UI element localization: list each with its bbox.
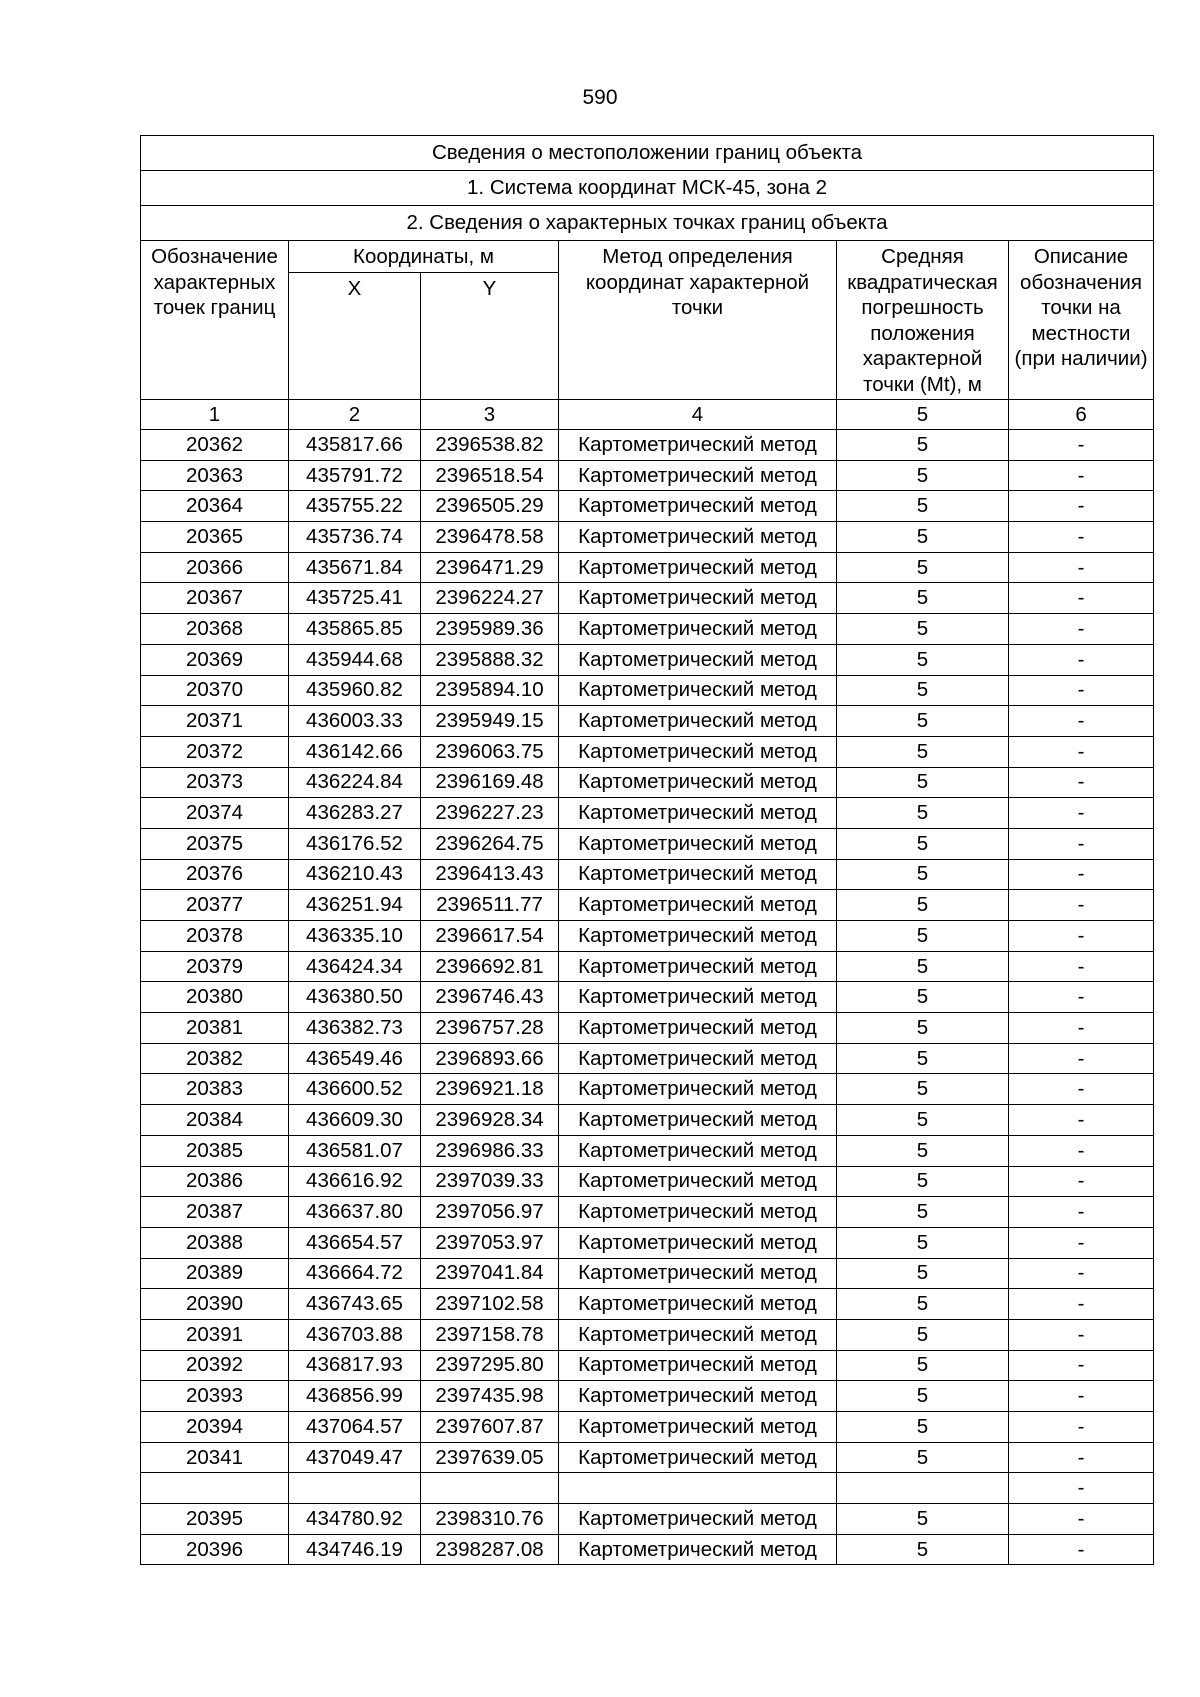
x-coordinate-cell: 435817.66 <box>289 430 421 461</box>
y-coordinate-cell: 2396893.66 <box>421 1043 559 1074</box>
y-coordinate-cell: 2396227.23 <box>421 798 559 829</box>
error-cell: 5 <box>837 951 1009 982</box>
x-coordinate-cell: 436817.93 <box>289 1350 421 1381</box>
error-cell: 5 <box>837 430 1009 461</box>
y-coordinate-cell: 2396063.75 <box>421 736 559 767</box>
method-cell: Картометрический метод <box>559 491 837 522</box>
method-cell: Картометрический метод <box>559 644 837 675</box>
error-cell: 5 <box>837 1289 1009 1320</box>
error-cell: 5 <box>837 1166 1009 1197</box>
point-id-cell: 20370 <box>141 675 289 706</box>
point-id-cell: 20372 <box>141 736 289 767</box>
y-coordinate-cell: 2395888.32 <box>421 644 559 675</box>
method-cell: Картометрический метод <box>559 767 837 798</box>
method-cell: Картометрический метод <box>559 859 837 890</box>
y-coordinate-cell: 2397158.78 <box>421 1319 559 1350</box>
y-coordinate-cell: 2396757.28 <box>421 1013 559 1044</box>
error-cell: 5 <box>837 1197 1009 1228</box>
error-cell: 5 <box>837 1074 1009 1105</box>
description-cell: - <box>1009 767 1154 798</box>
point-id-cell: 20388 <box>141 1227 289 1258</box>
header-error: Средняя квадратическая погрешность положения характерной точки (Mt), м <box>837 241 1009 400</box>
x-coordinate-cell: 435960.82 <box>289 675 421 706</box>
method-cell: Картометрический метод <box>559 1319 837 1350</box>
method-cell: Картометрический метод <box>559 1350 837 1381</box>
y-coordinate-cell: 2396505.29 <box>421 491 559 522</box>
y-coordinate-cell: 2396169.48 <box>421 767 559 798</box>
table-row <box>141 675 1154 706</box>
column-number: 5 <box>837 400 1009 430</box>
method-cell: Картометрический метод <box>559 706 837 737</box>
description-cell: - <box>1009 1504 1154 1535</box>
method-cell: Картометрический метод <box>559 1227 837 1258</box>
description-cell: - <box>1009 583 1154 614</box>
method-cell: Картометрический метод <box>559 1166 837 1197</box>
table-row <box>141 890 1154 921</box>
description-cell: - <box>1009 1166 1154 1197</box>
error-cell: 5 <box>837 1381 1009 1412</box>
point-id-cell: 20364 <box>141 491 289 522</box>
table-row <box>141 1043 1154 1074</box>
point-id-cell: 20386 <box>141 1166 289 1197</box>
table-row <box>141 706 1154 737</box>
method-cell: Картометрический метод <box>559 430 837 461</box>
point-id-cell: 20379 <box>141 951 289 982</box>
x-coordinate-cell: 436382.73 <box>289 1013 421 1044</box>
x-coordinate-cell: 436549.46 <box>289 1043 421 1074</box>
x-coordinate-cell: 436609.30 <box>289 1105 421 1136</box>
points-title: 2. Сведения о характерных точках границ объекта <box>141 206 1154 241</box>
x-coordinate-cell: 436380.50 <box>289 982 421 1013</box>
x-coordinate-cell: 436210.43 <box>289 859 421 890</box>
y-coordinate-cell: 2398287.08 <box>421 1534 559 1565</box>
table-row <box>141 1381 1154 1412</box>
x-coordinate-cell: 435725.41 <box>289 583 421 614</box>
table-row <box>141 921 1154 952</box>
description-cell: - <box>1009 706 1154 737</box>
y-coordinate-cell: 2396617.54 <box>421 921 559 952</box>
method-cell: Картометрический метод <box>559 1105 837 1136</box>
description-cell: - <box>1009 1013 1154 1044</box>
column-numbers-row <box>141 400 1154 430</box>
description-cell: - <box>1009 1319 1154 1350</box>
x-coordinate-cell: 435791.72 <box>289 460 421 491</box>
point-id-cell: 20387 <box>141 1197 289 1228</box>
x-coordinate-cell: 436003.33 <box>289 706 421 737</box>
y-coordinate-cell: 2397056.97 <box>421 1197 559 1228</box>
y-coordinate-cell: 2397435.98 <box>421 1381 559 1412</box>
table-row <box>141 736 1154 767</box>
method-cell: Картометрический метод <box>559 1258 837 1289</box>
table-row <box>141 1319 1154 1350</box>
description-cell: - <box>1009 951 1154 982</box>
y-coordinate-cell: 2396692.81 <box>421 951 559 982</box>
table-row <box>141 1074 1154 1105</box>
point-id-cell: 20366 <box>141 552 289 583</box>
header-designation: Обозначение характерных точек границ <box>141 241 289 400</box>
page-number: 590 <box>582 86 618 109</box>
table-row <box>141 982 1154 1013</box>
x-coordinate-cell: 436637.80 <box>289 1197 421 1228</box>
description-cell: - <box>1009 890 1154 921</box>
description-cell: - <box>1009 522 1154 553</box>
error-cell: 5 <box>837 1043 1009 1074</box>
description-cell: - <box>1009 1289 1154 1320</box>
method-cell: Картометрический метод <box>559 736 837 767</box>
y-coordinate-cell: 2396413.43 <box>421 859 559 890</box>
method-cell: Картометрический метод <box>559 921 837 952</box>
description-cell: - <box>1009 1412 1154 1443</box>
table-row <box>141 1197 1154 1228</box>
table-row <box>141 1534 1154 1565</box>
y-coordinate-cell: 2396928.34 <box>421 1105 559 1136</box>
table-row <box>141 522 1154 553</box>
y-coordinate-cell: 2397295.80 <box>421 1350 559 1381</box>
header-y: Y <box>421 273 559 400</box>
method-cell: Картометрический метод <box>559 583 837 614</box>
point-id-cell: 20363 <box>141 460 289 491</box>
boundary-points-table <box>140 135 1154 1565</box>
error-cell: 5 <box>837 859 1009 890</box>
method-cell: Картометрический метод <box>559 982 837 1013</box>
y-coordinate-cell: 2396471.29 <box>421 552 559 583</box>
error-cell: 5 <box>837 706 1009 737</box>
description-cell: - <box>1009 1350 1154 1381</box>
method-cell: Картометрический метод <box>559 552 837 583</box>
x-coordinate-cell: 435736.74 <box>289 522 421 553</box>
error-cell: 5 <box>837 1534 1009 1565</box>
x-coordinate-cell: 435865.85 <box>289 614 421 645</box>
y-coordinate-cell: 2396264.75 <box>421 828 559 859</box>
error-cell: 5 <box>837 767 1009 798</box>
method-cell: Картометрический метод <box>559 890 837 921</box>
error-cell: 5 <box>837 1258 1009 1289</box>
description-cell: - <box>1009 1258 1154 1289</box>
method-cell: Картометрический метод <box>559 1534 837 1565</box>
description-cell: - <box>1009 1043 1154 1074</box>
point-id-cell: 20385 <box>141 1135 289 1166</box>
point-id-cell: 20373 <box>141 767 289 798</box>
table-body <box>141 136 1154 1565</box>
x-coordinate-cell: 436664.72 <box>289 1258 421 1289</box>
table-row <box>141 1504 1154 1535</box>
method-cell: Картометрический метод <box>559 1013 837 1044</box>
x-coordinate-cell: 434746.19 <box>289 1534 421 1565</box>
point-id-cell: 20390 <box>141 1289 289 1320</box>
point-id-cell: 20362 <box>141 430 289 461</box>
error-cell: 5 <box>837 1350 1009 1381</box>
description-cell: - <box>1009 1381 1154 1412</box>
y-coordinate-cell: 2397607.87 <box>421 1412 559 1443</box>
x-coordinate-cell: 436283.27 <box>289 798 421 829</box>
method-cell: Картометрический метод <box>559 675 837 706</box>
error-cell: 5 <box>837 583 1009 614</box>
error-cell: 5 <box>837 552 1009 583</box>
x-coordinate-cell: 436142.66 <box>289 736 421 767</box>
description-cell: - <box>1009 828 1154 859</box>
point-id-cell: 20374 <box>141 798 289 829</box>
description-cell: - <box>1009 736 1154 767</box>
table-row <box>141 1412 1154 1443</box>
point-id-cell: 20369 <box>141 644 289 675</box>
point-id-cell <box>141 1473 289 1504</box>
table-row <box>141 1105 1154 1136</box>
point-id-cell: 20392 <box>141 1350 289 1381</box>
section-title-row <box>141 136 1154 171</box>
y-coordinate-cell: 2396921.18 <box>421 1074 559 1105</box>
table-row <box>141 1350 1154 1381</box>
error-cell: 5 <box>837 1135 1009 1166</box>
description-cell: - <box>1009 982 1154 1013</box>
x-coordinate-cell: 436251.94 <box>289 890 421 921</box>
y-coordinate-cell: 2395989.36 <box>421 614 559 645</box>
x-coordinate-cell: 436176.52 <box>289 828 421 859</box>
y-coordinate-cell: 2398310.76 <box>421 1504 559 1535</box>
error-cell: 5 <box>837 1412 1009 1443</box>
point-id-cell: 20376 <box>141 859 289 890</box>
method-cell: Картометрический метод <box>559 614 837 645</box>
method-cell: Картометрический метод <box>559 1381 837 1412</box>
error-cell: 5 <box>837 1319 1009 1350</box>
table-row <box>141 859 1154 890</box>
x-coordinate-cell: 436600.52 <box>289 1074 421 1105</box>
error-cell: 5 <box>837 982 1009 1013</box>
x-coordinate-cell: 436424.34 <box>289 951 421 982</box>
method-cell: Картометрический метод <box>559 1504 837 1535</box>
x-coordinate-cell <box>289 1473 421 1504</box>
table-row <box>141 1258 1154 1289</box>
point-id-cell: 20396 <box>141 1534 289 1565</box>
y-coordinate-cell: 2395894.10 <box>421 675 559 706</box>
x-coordinate-cell: 434780.92 <box>289 1504 421 1535</box>
description-cell: - <box>1009 491 1154 522</box>
method-cell: Картометрический метод <box>559 1197 837 1228</box>
table-row <box>141 1135 1154 1166</box>
section-title: Сведения о местоположении границ объекта <box>141 136 1154 171</box>
table-row <box>141 491 1154 522</box>
error-cell: 5 <box>837 1504 1009 1535</box>
x-coordinate-cell: 436654.57 <box>289 1227 421 1258</box>
x-coordinate-cell: 436224.84 <box>289 767 421 798</box>
table-row <box>141 798 1154 829</box>
method-cell: Картометрический метод <box>559 1043 837 1074</box>
point-id-cell: 20393 <box>141 1381 289 1412</box>
y-coordinate-cell: 2396511.77 <box>421 890 559 921</box>
y-coordinate-cell: 2396538.82 <box>421 430 559 461</box>
header-x: X <box>289 273 421 400</box>
header-description: Описание обозначения точки на местности (при наличии) <box>1009 241 1154 400</box>
method-cell: Картометрический метод <box>559 1289 837 1320</box>
y-coordinate-cell: 2396224.27 <box>421 583 559 614</box>
point-id-cell: 20368 <box>141 614 289 645</box>
y-coordinate-cell: 2396986.33 <box>421 1135 559 1166</box>
method-cell: Картометрический метод <box>559 522 837 553</box>
y-coordinate-cell <box>421 1473 559 1504</box>
error-cell: 5 <box>837 675 1009 706</box>
table-row <box>141 1473 1154 1504</box>
description-cell: - <box>1009 614 1154 645</box>
y-coordinate-cell: 2397041.84 <box>421 1258 559 1289</box>
y-coordinate-cell: 2397039.33 <box>421 1166 559 1197</box>
description-cell: - <box>1009 859 1154 890</box>
table-row <box>141 951 1154 982</box>
point-id-cell: 20391 <box>141 1319 289 1350</box>
description-cell: - <box>1009 1074 1154 1105</box>
coordinate-system: 1. Система координат МСК-45, зона 2 <box>141 171 1154 206</box>
description-cell: - <box>1009 644 1154 675</box>
x-coordinate-cell: 436616.92 <box>289 1166 421 1197</box>
description-cell: - <box>1009 675 1154 706</box>
point-id-cell: 20375 <box>141 828 289 859</box>
y-coordinate-cell: 2396746.43 <box>421 982 559 1013</box>
error-cell: 5 <box>837 522 1009 553</box>
description-cell: - <box>1009 1442 1154 1473</box>
description-cell: - <box>1009 552 1154 583</box>
method-cell: Картометрический метод <box>559 1135 837 1166</box>
error-cell: 5 <box>837 1105 1009 1136</box>
x-coordinate-cell: 436743.65 <box>289 1289 421 1320</box>
point-id-cell: 20382 <box>141 1043 289 1074</box>
method-cell: Картометрический метод <box>559 798 837 829</box>
error-cell: 5 <box>837 1227 1009 1258</box>
point-id-cell: 20341 <box>141 1442 289 1473</box>
y-coordinate-cell: 2396518.54 <box>421 460 559 491</box>
description-cell: - <box>1009 1105 1154 1136</box>
description-cell: - <box>1009 1135 1154 1166</box>
points-title-row <box>141 206 1154 241</box>
error-cell <box>837 1473 1009 1504</box>
description-cell: - <box>1009 1227 1154 1258</box>
table-row <box>141 583 1154 614</box>
method-cell <box>559 1473 837 1504</box>
coordinate-system-row <box>141 171 1154 206</box>
point-id-cell: 20380 <box>141 982 289 1013</box>
table-row <box>141 614 1154 645</box>
point-id-cell: 20389 <box>141 1258 289 1289</box>
method-cell: Картометрический метод <box>559 460 837 491</box>
description-cell: - <box>1009 1534 1154 1565</box>
point-id-cell: 20383 <box>141 1074 289 1105</box>
description-cell: - <box>1009 460 1154 491</box>
table-row <box>141 1227 1154 1258</box>
point-id-cell: 20377 <box>141 890 289 921</box>
description-cell: - <box>1009 1473 1154 1504</box>
point-id-cell: 20381 <box>141 1013 289 1044</box>
error-cell: 5 <box>837 798 1009 829</box>
point-id-cell: 20371 <box>141 706 289 737</box>
error-cell: 5 <box>837 890 1009 921</box>
column-number: 1 <box>141 400 289 430</box>
error-cell: 5 <box>837 736 1009 767</box>
description-cell: - <box>1009 1197 1154 1228</box>
point-id-cell: 20365 <box>141 522 289 553</box>
error-cell: 5 <box>837 828 1009 859</box>
header-method: Метод определения координат характерной точки <box>559 241 837 400</box>
error-cell: 5 <box>837 1442 1009 1473</box>
table-row <box>141 552 1154 583</box>
x-coordinate-cell: 437064.57 <box>289 1412 421 1443</box>
header-row-1 <box>141 241 1154 273</box>
method-cell: Картометрический метод <box>559 1442 837 1473</box>
y-coordinate-cell: 2396478.58 <box>421 522 559 553</box>
x-coordinate-cell: 436703.88 <box>289 1319 421 1350</box>
error-cell: 5 <box>837 1013 1009 1044</box>
x-coordinate-cell: 437049.47 <box>289 1442 421 1473</box>
error-cell: 5 <box>837 644 1009 675</box>
column-number: 4 <box>559 400 837 430</box>
error-cell: 5 <box>837 491 1009 522</box>
error-cell: 5 <box>837 460 1009 491</box>
error-cell: 5 <box>837 614 1009 645</box>
table-row <box>141 430 1154 461</box>
column-number: 3 <box>421 400 559 430</box>
method-cell: Картометрический метод <box>559 1412 837 1443</box>
error-cell: 5 <box>837 921 1009 952</box>
column-number: 6 <box>1009 400 1154 430</box>
point-id-cell: 20367 <box>141 583 289 614</box>
description-cell: - <box>1009 430 1154 461</box>
table-row <box>141 460 1154 491</box>
table-row <box>141 1166 1154 1197</box>
table-row <box>141 1013 1154 1044</box>
method-cell: Картометрический метод <box>559 951 837 982</box>
x-coordinate-cell: 436856.99 <box>289 1381 421 1412</box>
point-id-cell: 20384 <box>141 1105 289 1136</box>
y-coordinate-cell: 2397639.05 <box>421 1442 559 1473</box>
method-cell: Картометрический метод <box>559 1074 837 1105</box>
point-id-cell: 20378 <box>141 921 289 952</box>
y-coordinate-cell: 2395949.15 <box>421 706 559 737</box>
point-id-cell: 20395 <box>141 1504 289 1535</box>
table-row <box>141 767 1154 798</box>
x-coordinate-cell: 436581.07 <box>289 1135 421 1166</box>
table-row <box>141 644 1154 675</box>
column-number: 2 <box>289 400 421 430</box>
x-coordinate-cell: 435944.68 <box>289 644 421 675</box>
description-cell: - <box>1009 798 1154 829</box>
description-cell: - <box>1009 921 1154 952</box>
table-row <box>141 1289 1154 1320</box>
y-coordinate-cell: 2397053.97 <box>421 1227 559 1258</box>
x-coordinate-cell: 436335.10 <box>289 921 421 952</box>
table-row <box>141 828 1154 859</box>
method-cell: Картометрический метод <box>559 828 837 859</box>
point-id-cell: 20394 <box>141 1412 289 1443</box>
x-coordinate-cell: 435671.84 <box>289 552 421 583</box>
y-coordinate-cell: 2397102.58 <box>421 1289 559 1320</box>
x-coordinate-cell: 435755.22 <box>289 491 421 522</box>
header-coordinates: Координаты, м <box>289 241 559 273</box>
table-row <box>141 1442 1154 1473</box>
